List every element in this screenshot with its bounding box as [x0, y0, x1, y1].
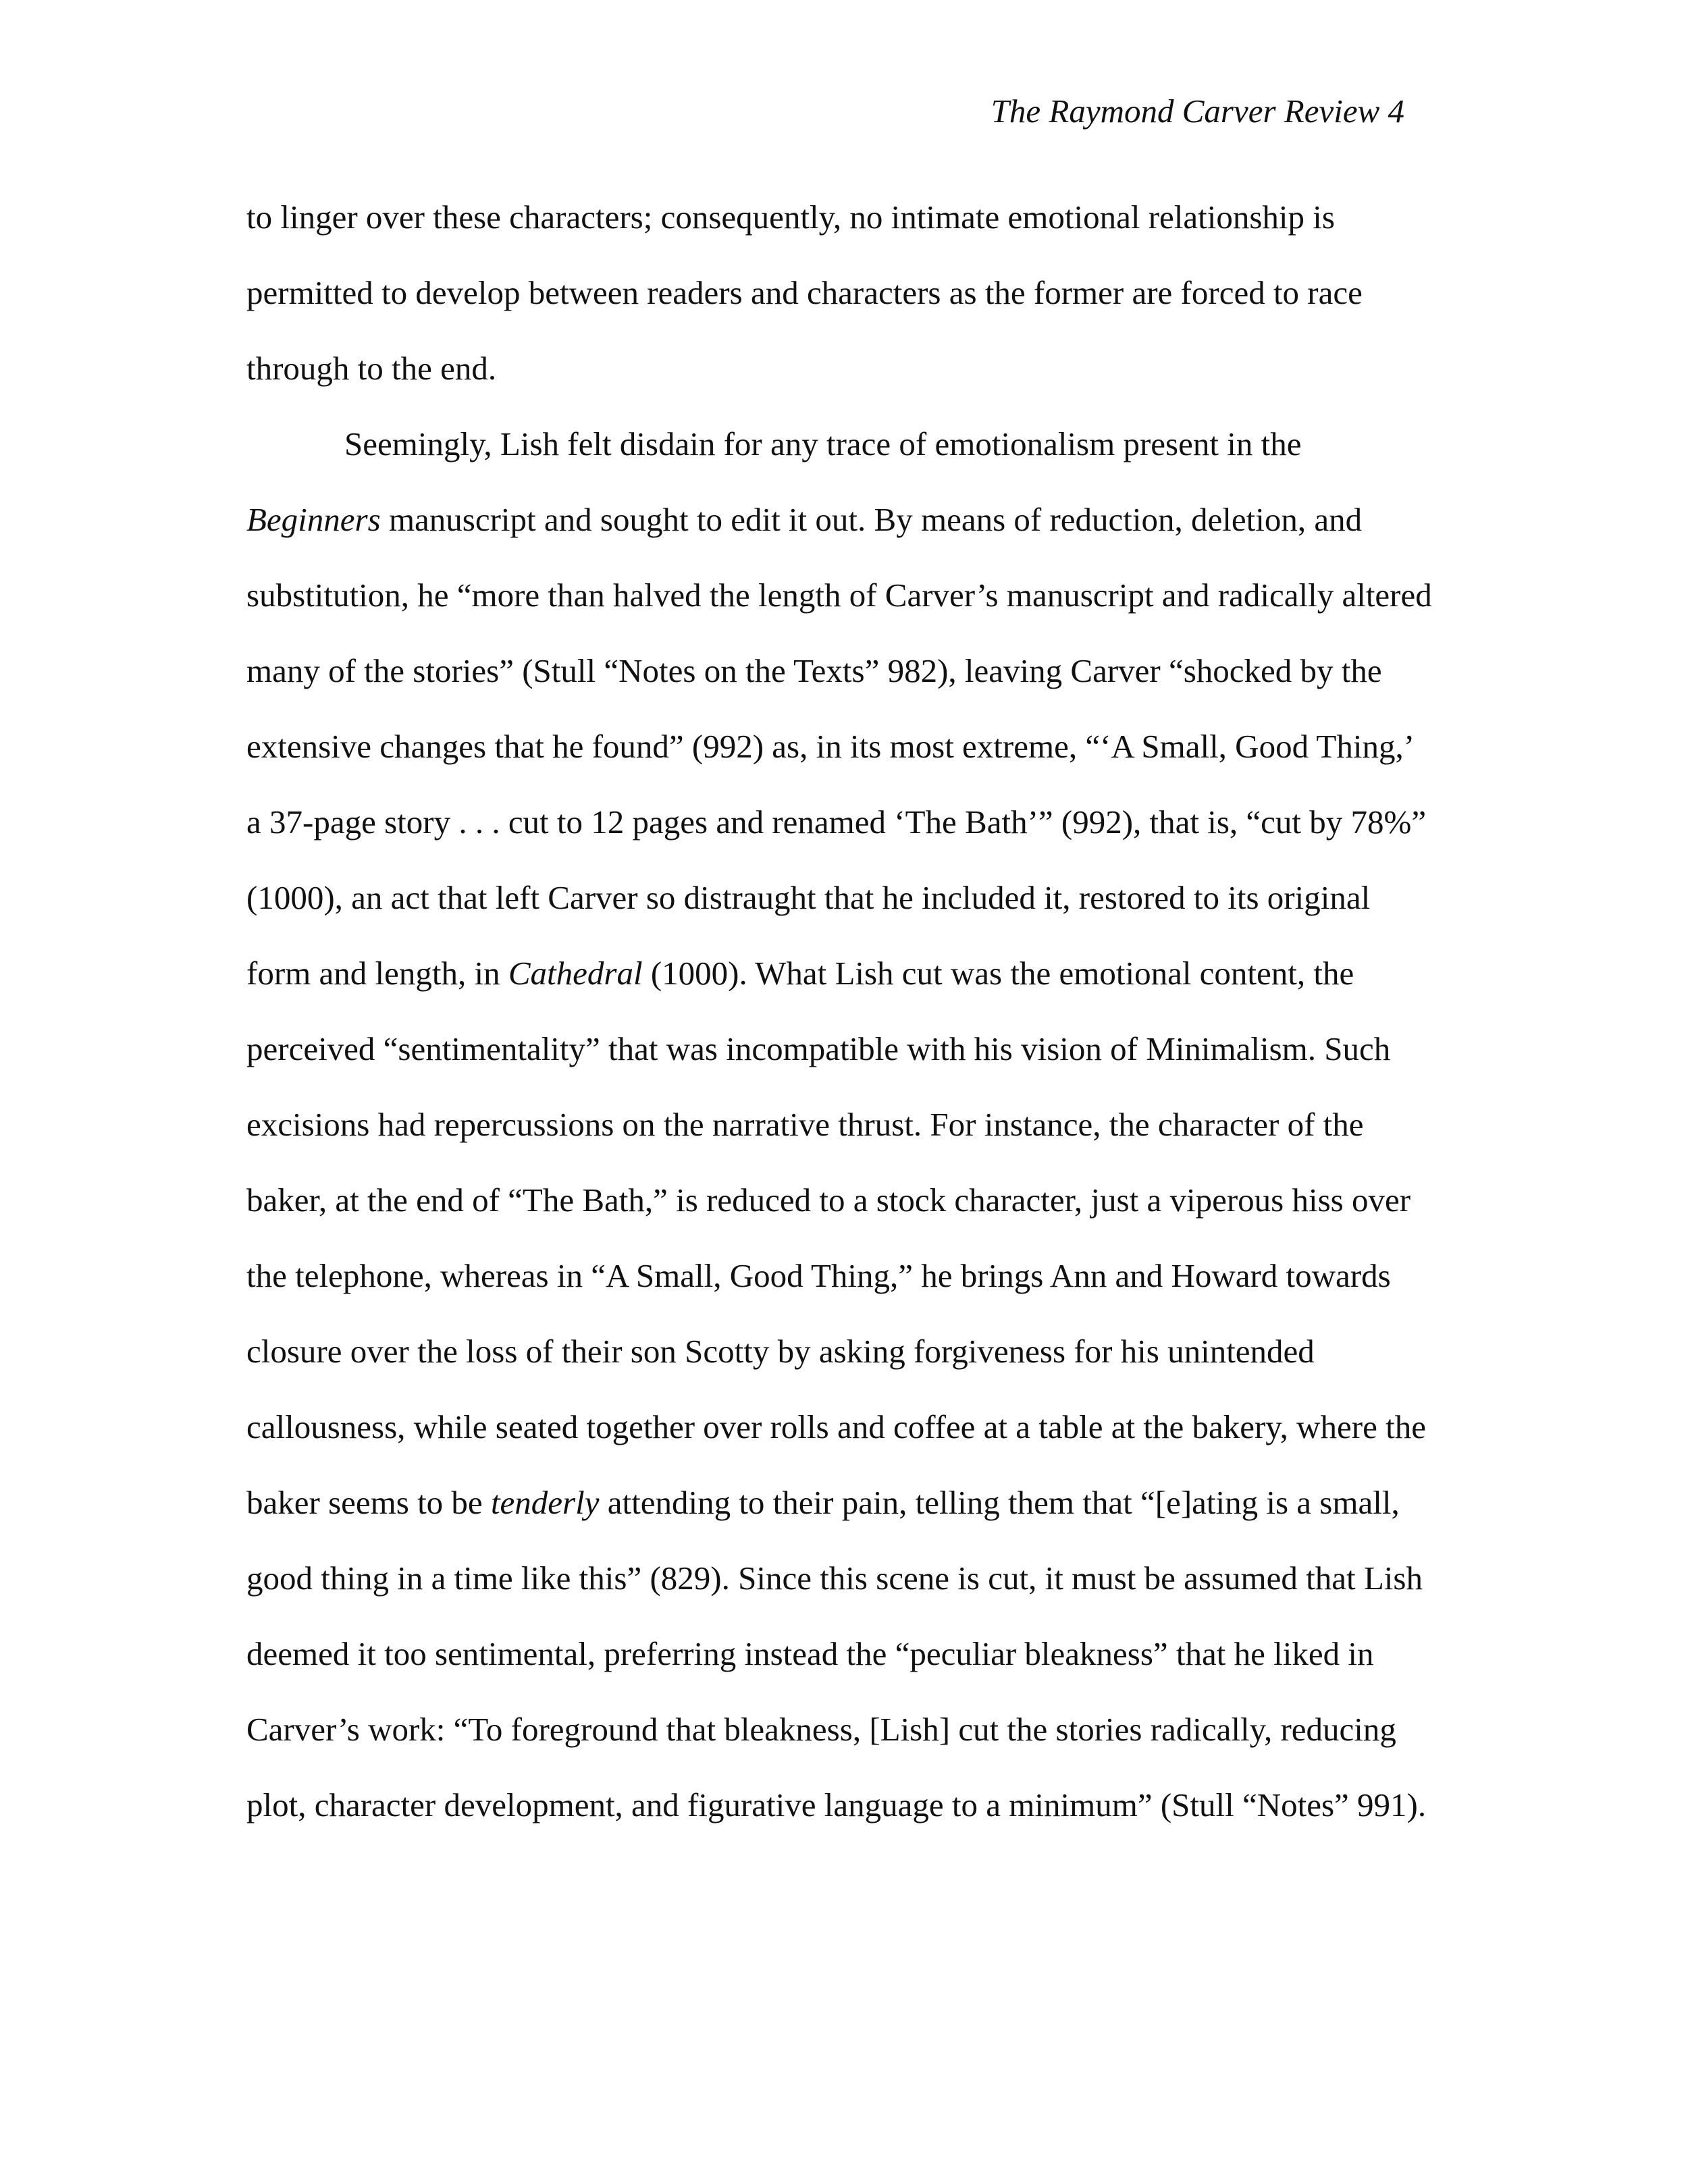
text-segment: attending to their pain, telling them that “[e]ating is a small, [599, 1484, 1400, 1521]
text-segment: baker seems to be [246, 1484, 491, 1521]
text-line: substitution, he “more than halved the length of Carver’s manuscript and radically altered [246, 577, 1432, 614]
body-text [246, 193, 1448, 1857]
text-line: many of the stories” (Stull “Notes on the Texts” 982), leaving Carver “shocked by the [246, 652, 1382, 689]
text-line: good thing in a time like this” (829). Since this scene is cut, it must be assumed that Lish [246, 1560, 1423, 1597]
text-line [246, 1479, 1448, 1554]
text-line: to linger over these characters; consequently, no intimate emotional relationship is [246, 198, 1335, 236]
text-segment: form and length, in [246, 955, 508, 992]
text-line: excisions had repercussions on the narrative thrust. For instance, the character of the [246, 1106, 1364, 1143]
italic-title-beginners: Beginners [246, 501, 381, 538]
text-line: Carver’s work: “To foreground that bleakness, [Lish] cut the stories radically, reducing [246, 1711, 1396, 1748]
text-line: plot, character development, and figurative language to a minimum” (Stull “Notes” 991). [246, 1786, 1427, 1823]
text-line: callousness, while seated together over rolls and coffee at a table at the bakery, where the [246, 1408, 1426, 1445]
text-line: a 37-page story . . . cut to 12 pages and renamed ‘The Bath’” (992), that is, “cut by 78%” [246, 803, 1427, 841]
text-line: perceived “sentimentality” that was incompatible with his vision of Minimalism. Such [246, 1030, 1391, 1067]
text-line: (1000), an act that left Carver so distraught that he included it, restored to its original [246, 879, 1371, 916]
italic-word-tenderly: tenderly [490, 1484, 600, 1521]
text-line: extensive changes that he found” (992) as, in its most extreme, “‘A Small, Good Thing,’ [246, 728, 1415, 765]
italic-title-cathedral: Cathedral [508, 955, 643, 992]
text-line [246, 949, 1448, 1025]
text-line [246, 496, 1448, 571]
paragraph-start-line: Seemingly, Lish felt disdain for any trace of emotionalism present in the [344, 425, 1302, 462]
text-line: through to the end. [246, 350, 497, 387]
text-line: deemed it too sentimental, preferring instead the “peculiar bleakness” that he liked in [246, 1635, 1374, 1672]
text-segment: manuscript and sought to edit it out. By means of reduction, deletion, and [380, 501, 1363, 538]
text-line: closure over the loss of their son Scotty by asking forgiveness for his unintended [246, 1333, 1315, 1370]
running-header: The Raymond Carver Review 4 [991, 92, 1404, 130]
text-segment: (1000). What Lish cut was the emotional content, the [642, 955, 1354, 992]
text-line: baker, at the end of “The Bath,” is reduced to a stock character, just a viperous hiss over [246, 1181, 1411, 1219]
text-line: permitted to develop between readers and characters as the former are forced to race [246, 274, 1363, 311]
text-line: the telephone, whereas in “A Small, Good Thing,” he brings Ann and Howard towards [246, 1257, 1391, 1294]
